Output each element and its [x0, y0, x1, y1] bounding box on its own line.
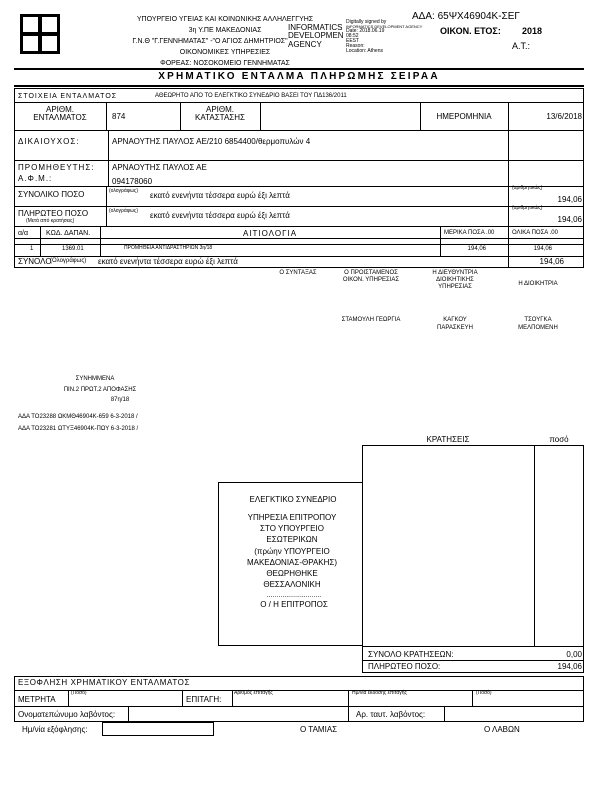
cheque-number-label: Αριθμός επιταγής	[234, 690, 273, 696]
order-date: 13/6/2018	[546, 112, 582, 121]
ministry-name: ΥΠΟΥΡΓΕΙΟ ΥΓΕΙΑΣ ΚΑΙ ΚΟΙΝΩΝΙΚΗΣ ΑΛΛΗΛΕΓΓΥΗΣ	[136, 16, 314, 23]
total-digits-label: (αριθμητικώς)	[512, 185, 543, 191]
composer-title: Ο ΣΥΝΤΑΞΑΣ	[279, 270, 317, 276]
audit-line: ΜΑΚΕΔΟΝΙΑΣ-ΘΡΑΚΗΣ)	[246, 557, 338, 567]
stamp-line: Location: Athens	[346, 48, 383, 54]
payable-digits-label: (αριθμητικώς)	[512, 205, 543, 211]
receiver-name-label: Ονοματεπώνυμο λαβόντος:	[18, 710, 116, 719]
payment-date-label: Ημ/νία εξόφλησης:	[22, 725, 88, 734]
deductions-total-label: ΣΥΝΟΛΟ ΚΡΑΤΗΣΕΩΝ:	[368, 650, 454, 659]
at-label: Α.Τ.:	[512, 41, 531, 51]
cheque-label: ΕΠΙΤΑΓΗ:	[186, 695, 222, 704]
deductions-label: ΚΡΑΤΗΣΕΙΣ	[426, 435, 470, 444]
total-label: ΣΥΝΟΛΙΚΟ ΠΟΣΟ	[18, 190, 85, 199]
region-name: 3η Υ.ΠΕ ΜΑΚΕΔΟΝΙΑΣ	[188, 27, 262, 34]
stamp-line: Date: 2018.06.19	[346, 28, 385, 34]
deductions-box	[362, 445, 584, 673]
col-aa: α/α	[18, 230, 29, 237]
audit-commissioner: Ο / Η ΕΠΙΤΡΟΠΟΣ	[260, 600, 328, 609]
cash-label: ΜΕΤΡΗΤΑ	[18, 695, 56, 704]
total-words-label: (ολογράφως)	[109, 188, 139, 194]
head-name: ΣΤΑΜΟΥΛΗ ΓΕΩΡΓΙΑ	[341, 317, 401, 323]
stamp-line: INFORMATICS DEVELOPMENT AGENCY	[346, 24, 423, 29]
row-partial: 194,06	[467, 246, 486, 252]
settlement-title: ΕΞΟΦΛΗΣΗ ΧΡΗΜΑΤΙΚΟΥ ΕΝΤΑΛΜΑΤΟΣ	[18, 678, 191, 687]
admin-title: Η ΔΙΟΙΚΗΤΡΙΑ	[518, 281, 558, 287]
fiscal-year: 2018	[522, 26, 543, 36]
sum-label: ΣΥΝΟΛΟ	[18, 257, 52, 266]
audit-title: ΕΛΕΓΚΤΙΚΟ ΣΥΝΕΔΡΙΟ	[249, 495, 337, 504]
ministry-logo-icon	[20, 14, 60, 54]
attachments-title: ΣΥΝΗΜΜΕΝΑ	[75, 376, 115, 382]
stamp-line: EEST	[346, 38, 360, 44]
afm-label: Α.Φ.Μ.:	[18, 174, 53, 183]
director-name: ΚΑΓΚΟΥ ΠΑΡΑΣΚΕΥΗ	[437, 317, 473, 331]
audit-line: ΘΕΩΡΗΘΗΚΕ	[266, 569, 318, 579]
agency-name: ΦΟΡΕΑΣ: ΝΟΣΟΚΟΜΕΙΟ ΓΕΝΝΗΜΑΤΑΣ	[160, 60, 290, 67]
audit-lines	[222, 512, 362, 590]
audit-line: ΥΠΗΡΕΣΙΑ ΕΠΙΤΡΟΠΟΥ	[247, 513, 337, 522]
order-no-label: ΑΡΙΘΜ. ΕΝΤΑΛΜΑΤΟΣ	[33, 105, 87, 123]
payable-sublabel: (Μετά από κρατήσεις)	[26, 218, 75, 224]
payable-words: εκατό ενενήντα τέσσερα ευρώ έξι λεπτά	[150, 211, 290, 220]
row-aa: 1	[30, 246, 34, 252]
hospital-name: Γ.Ν.Θ "Γ.ΓΕΝΝΗΜΑΤΑΣ" -"Ο ΑΓΙΟΣ ΔΗΜΗΤΡΙΟΣ"	[132, 38, 288, 45]
page-title: ΧΡΗΜΑΤΙΚΟ ΕΝΤΑΛΜΑ ΠΛΗΡΩΜΗΣ ΣΕΙΡΑΑ	[158, 71, 440, 82]
admin-name: ΤΣΟΥΓΚΑ ΜΕΛΠΟΜΕΝΗ	[518, 317, 558, 331]
beneficiary-label: ΔΙΚΑΙΟΥΧΟΣ:	[18, 137, 80, 146]
ada-ref-1: ΑΔΑ ΤΟ23288 ΩΚΜΘ46904Κ-659 6-3-2018 /	[18, 414, 138, 420]
stamp-line: Digitally signed by	[346, 19, 387, 25]
head-title: Ο ΠΡΟΙΣΤΑΜΕΝΟΣ ΟΙΚΟΝ. ΥΠΗΡΕΣΙΑΣ	[342, 270, 400, 284]
audit-dots: ............................	[266, 592, 322, 599]
attachments-line1: ΠΙΝ.2 ΠΡΩΤ.2 ΑΠΟΦΑΣΗΣ	[63, 387, 137, 393]
row-total: 194,06	[533, 246, 552, 252]
attachments-line2: 87η/18	[110, 397, 130, 403]
cash-sublabel: (Ποσό)	[71, 690, 87, 696]
total-words: εκατό ενενήντα τέσσερα ευρώ έξι λεπτά	[150, 191, 290, 200]
receiver-id-label: Αρ. ταυτ. λαβόντος:	[356, 710, 426, 719]
elements-note: ΑΘΕΩΡΗΤΟ ΑΠΟ ΤΟ ΕΛΕΓΚΤΙΚΟ ΣΥΝΕΔΡΙΟ ΒΑΣΕΙ ΤΟΥ ΠΔ136/2011	[155, 93, 347, 99]
supplier-value: ΑΡΝΑΟΥΤΗΣ ΠΑΥΛΟΣ ΑΕ	[112, 163, 207, 172]
sum-words: εκατό ενενήντα τέσσερα ευρώ έξι λεπτά	[98, 257, 238, 266]
cheque-date-label: Ημ/νία έκδοσης επιταγής	[352, 690, 407, 696]
deductions-total-value: 0,00	[566, 650, 582, 659]
audit-line: ΕΣΩΤΕΡΙΚΩΝ	[266, 535, 318, 545]
row-code: 1369.01	[62, 246, 84, 252]
cashier-label: Ο ΤΑΜΙΑΣ	[300, 725, 338, 734]
audit-line: ΘΕΣΣΑΛΟΝΙΚΗ	[263, 580, 321, 590]
sum-amount: 194,06	[539, 257, 564, 266]
list-no-label: ΑΡΙΘΜ. ΚΑΤΑΣΤΑΣΗΣ	[195, 105, 245, 123]
sum-words-label: (Ολογράφως)	[50, 258, 87, 264]
col-partial: ΜΕΡΙΚΑ ΠΟΣΑ .00	[444, 230, 495, 236]
elements-label: ΣΤΟΙΧΕΙΑ ΕΝΤΑΛΜΑΤΟΣ	[18, 93, 118, 100]
total-amount: 194,06	[557, 195, 582, 204]
ada-code: ΑΔΑ: 65ΨΧ46904Κ-ΣΕΓ	[412, 11, 520, 22]
col-total: ΟΛΙΚΑ ΠΟΣΑ .00	[512, 230, 558, 236]
order-no: 874	[112, 112, 126, 121]
ada-ref-2: ΑΔΑ ΤΟ23281 ΩΤΥΞ46904Κ-ΠΩΥ 6-3-2018 /	[18, 426, 139, 432]
stamp-line: 08:52	[346, 33, 359, 39]
stamp-line: Reason:	[346, 43, 365, 49]
fiscal-year-label: ΟΙΚΟΝ. ΕΤΟΣ:	[440, 26, 501, 36]
row-reason: ΠΡΟΜΗΘΕΙΑ ΑΝΤΙΔΡΑΣΤΗΡΙΩΝ 3η/18	[124, 245, 213, 251]
payable-words-label: (ολογράφως)	[109, 208, 139, 214]
supplier-afm: 094178060	[112, 177, 153, 186]
date-label: ΗΜΕΡΟΜΗΝΙΑ	[436, 112, 492, 121]
signature-stamp-title: INFORMATICS DEVELOPMEN AGENCY	[288, 23, 344, 49]
cheque-amount-label: (Ποσό)	[476, 690, 492, 696]
payable-amount: 194,06	[557, 215, 582, 224]
supplier-label: ΠΡΟΜΗΘΕΥΤΗΣ:	[18, 163, 95, 172]
director-title: Η ΔΙΕΥΘΥΝΤΡΙΑ ΔΙΟΙΚΗΤΙΚΗΣ ΥΠΗΡΕΣΙΑΣ	[432, 270, 478, 291]
deductions-payable-label: ΠΛΗΡΩΤΕΟ ΠΟΣΟ:	[368, 662, 441, 671]
beneficiary-value: ΑΡΝΑΟΥΤΗΣ ΠΑΥΛΟΣ ΑΕ/210 6854400/θερμοπυλών 4	[112, 137, 311, 146]
audit-line: ΣΤΟ ΥΠΟΥΡΓΕΙΟ	[260, 524, 324, 534]
receiver-label: Ο ΛΑΒΩΝ	[484, 725, 520, 734]
deductions-amount-label: ποσό	[549, 435, 569, 444]
audit-line: (πρώην ΥΠΟΥΡΓΕΙΟ	[254, 546, 330, 556]
payment-date-field[interactable]	[102, 722, 214, 736]
signature-stamp	[346, 19, 423, 54]
deductions-payable-value: 194,06	[557, 662, 582, 671]
payable-label: ΠΛΗΡΩΤΕΟ ΠΟΣΟ	[18, 209, 89, 218]
col-reason: ΑΙΤΙΟΛΟΓΙΑ	[242, 229, 298, 238]
col-code: ΚΩΔ. ΔΑΠΑΝ.	[46, 230, 91, 237]
services-name: ΟΙΚΟΝΟΜΙΚΕΣ ΥΠΗΡΕΣΙΕΣ	[179, 49, 271, 56]
